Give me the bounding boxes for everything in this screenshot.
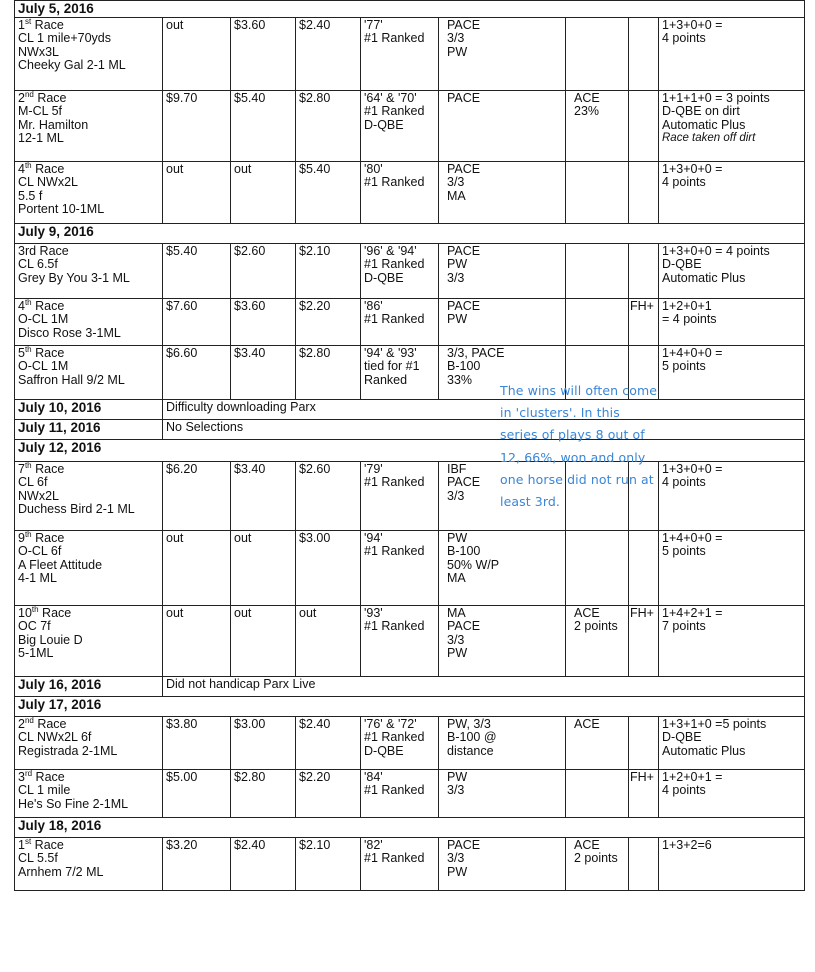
fh-cell	[629, 837, 659, 890]
win-payout: out	[163, 530, 231, 605]
place-payout: $3.40	[231, 461, 296, 530]
race-details: OC 7f Big Louie D 5-1ML	[18, 619, 83, 660]
date-header: July 16, 2016	[15, 676, 163, 696]
rank-cell: '64' & '70' #1 Ranked D-QBE	[361, 90, 439, 161]
factors-cell: PACE 3/3 PW	[439, 837, 566, 890]
race-details: CL 6.5f Grey By You 3-1 ML	[18, 257, 130, 285]
points-text: 1+2+0+1 = 4 points	[662, 298, 717, 326]
ace-cell	[566, 243, 629, 298]
race-word: Race	[31, 530, 65, 545]
points-note: Race taken off dirt	[662, 132, 756, 144]
points-cell	[659, 90, 805, 161]
rank-cell: '82' #1 Ranked	[361, 837, 439, 890]
show-payout: $2.40	[296, 17, 361, 90]
race-word: Race	[31, 298, 65, 313]
show-payout: $2.10	[296, 243, 361, 298]
race-number: 7	[18, 461, 25, 476]
race-cell	[15, 716, 163, 769]
rank-cell: '84' #1 Ranked	[361, 769, 439, 817]
race-details: CL 5.5f Arnhem 7/2 ML	[18, 851, 104, 879]
win-payout: out	[163, 605, 231, 676]
points-cell	[659, 161, 805, 223]
date-remark-row	[15, 419, 805, 439]
race-row	[15, 90, 805, 161]
win-payout: $6.60	[163, 345, 231, 399]
race-cell	[15, 298, 163, 345]
date-header-row	[15, 696, 805, 716]
factors-cell: PACE PW	[439, 298, 566, 345]
race-number: 1	[18, 837, 25, 852]
race-ordinal: nd	[24, 716, 34, 725]
race-details: CL 6f NWx2L Duchess Bird 2-1 ML	[18, 475, 135, 516]
factors-cell: MA PACE 3/3 PW	[439, 605, 566, 676]
ace-cell	[566, 298, 629, 345]
win-payout: $3.80	[163, 716, 231, 769]
race-cell	[15, 345, 163, 399]
ace-cell: ACE 2 points	[566, 837, 629, 890]
win-payout: $7.60	[163, 298, 231, 345]
race-row	[15, 716, 805, 769]
win-payout: out	[163, 17, 231, 90]
ace-cell	[566, 530, 629, 605]
race-word: Race	[31, 345, 65, 360]
points-cell	[659, 769, 805, 817]
race-details: O-CL 6f A Fleet Attitude 4-1 ML	[18, 544, 103, 585]
race-word: Race	[31, 161, 65, 176]
rank-cell: '96' & '94' #1 Ranked D-QBE	[361, 243, 439, 298]
points-cell	[659, 837, 805, 890]
win-payout: $5.00	[163, 769, 231, 817]
place-payout: $5.40	[231, 90, 296, 161]
date-remark: Difficulty downloading Parx	[163, 399, 805, 419]
show-payout: $3.00	[296, 530, 361, 605]
race-number: 10	[18, 605, 32, 620]
date-header-row	[15, 439, 805, 461]
factors-cell: 3/3, PACE B-100 33%	[439, 345, 566, 399]
race-row	[15, 298, 805, 345]
points-cell	[659, 345, 805, 399]
factors-cell: PACE 3/3 PW	[439, 17, 566, 90]
race-ordinal: nd	[24, 90, 34, 99]
race-cell	[15, 769, 163, 817]
place-payout: out	[231, 605, 296, 676]
rank-cell: '77' #1 Ranked	[361, 17, 439, 90]
show-payout: $2.80	[296, 90, 361, 161]
date-remark-row	[15, 399, 805, 419]
place-payout: $2.60	[231, 243, 296, 298]
points-text: 1+3+1+0 =5 points D-QBE Automatic Plus	[662, 716, 767, 758]
race-word: Race	[31, 17, 64, 32]
race-word: Race	[33, 90, 67, 105]
rank-cell: '93' #1 Ranked	[361, 605, 439, 676]
points-text: 1+4+2+1 = 7 points	[662, 605, 723, 633]
points-text: 1+1+1+0 = 3 points D-QBE on dirt Automatic Plus	[662, 90, 770, 132]
win-payout: $5.40	[163, 243, 231, 298]
rank-cell: '86' #1 Ranked	[361, 298, 439, 345]
race-ordinal: th	[31, 605, 39, 614]
show-payout: $2.40	[296, 716, 361, 769]
race-word: Race	[33, 716, 67, 731]
place-payout: $2.40	[231, 837, 296, 890]
points-text: 1+3+0+0 = 4 points D-QBE Automatic Plus	[662, 243, 770, 285]
race-word: Race	[38, 605, 72, 620]
show-payout: $2.10	[296, 837, 361, 890]
date-header-row	[15, 817, 805, 837]
fh-cell: FH+	[629, 298, 659, 345]
handwritten-note: The wins will often come in 'clusters'. In this series of plays 8 out of 12, 66%, won and only one horse did not run at least 3rd.	[500, 383, 658, 510]
race-rows	[15, 1, 805, 891]
fh-cell: FH+	[629, 605, 659, 676]
ace-cell	[566, 769, 629, 817]
points-cell	[659, 605, 805, 676]
race-cell	[15, 530, 163, 605]
factors-cell: PW, 3/3 B-100 @ distance	[439, 716, 566, 769]
place-payout: $2.80	[231, 769, 296, 817]
date-remark-row	[15, 676, 805, 696]
race-ordinal: st	[24, 17, 32, 26]
race-word: Race	[31, 461, 65, 476]
race-details: CL 1 mile+70yds NWx3L Cheeky Gal 2-1 ML	[18, 31, 126, 72]
place-payout: $3.00	[231, 716, 296, 769]
win-payout: $3.20	[163, 837, 231, 890]
points-text: 1+2+0+1 = 4 points	[662, 769, 723, 797]
show-payout: $2.60	[296, 461, 361, 530]
factors-cell: IBF PACE 3/3	[439, 461, 566, 530]
race-row	[15, 837, 805, 890]
fh-cell: FH+	[629, 769, 659, 817]
race-number: 3	[18, 769, 25, 784]
ace-cell: ACE	[566, 716, 629, 769]
show-payout: $5.40	[296, 161, 361, 223]
place-payout: $3.60	[231, 298, 296, 345]
race-row	[15, 605, 805, 676]
place-payout: $3.40	[231, 345, 296, 399]
points-cell	[659, 298, 805, 345]
race-word: Race	[31, 837, 64, 852]
race-number: 9	[18, 530, 25, 545]
race-word: 3rd Race	[18, 243, 69, 258]
race-cell	[15, 605, 163, 676]
ace-cell: ACE 23%	[566, 90, 629, 161]
factors-cell: PW 3/3	[439, 769, 566, 817]
date-header: July 11, 2016	[15, 419, 163, 439]
rank-cell: '79' #1 Ranked	[361, 461, 439, 530]
race-details: CL NWx2L 5.5 f Portent 10-1ML	[18, 175, 105, 216]
date-header: July 12, 2016	[15, 439, 805, 461]
place-payout: $3.60	[231, 17, 296, 90]
rank-cell: '94' & '93' tied for #1 Ranked	[361, 345, 439, 399]
race-cell	[15, 17, 163, 90]
race-results-table	[14, 0, 805, 891]
ace-cell	[566, 17, 629, 90]
win-payout: out	[163, 161, 231, 223]
rank-cell: '94' #1 Ranked	[361, 530, 439, 605]
race-ordinal: th	[24, 345, 32, 354]
show-payout: $2.20	[296, 298, 361, 345]
points-text: 1+3+0+0 = 4 points	[662, 461, 723, 489]
race-number: 5	[18, 345, 25, 360]
fh-cell	[629, 90, 659, 161]
race-cell	[15, 461, 163, 530]
date-remark: No Selections	[163, 419, 805, 439]
date-header: July 18, 2016	[15, 817, 805, 837]
factors-cell: PACE 3/3 MA	[439, 161, 566, 223]
date-header-row	[15, 1, 805, 18]
race-details: CL 1 mile He's So Fine 2-1ML	[18, 783, 129, 811]
date-header: July 17, 2016	[15, 696, 805, 716]
points-cell	[659, 461, 805, 530]
race-details: CL NWx2L 6f Registrada 2-1ML	[18, 730, 118, 758]
points-cell	[659, 243, 805, 298]
race-word: Race	[32, 769, 65, 784]
race-row	[15, 769, 805, 817]
race-cell	[15, 243, 163, 298]
points-text: 1+3+2=6	[662, 837, 712, 852]
points-text: 1+3+0+0 = 4 points	[662, 161, 723, 189]
points-cell	[659, 17, 805, 90]
race-row	[15, 345, 805, 399]
race-details: O-CL 1M Disco Rose 3-1ML	[18, 312, 121, 340]
points-cell	[659, 716, 805, 769]
rank-cell: '76' & '72' #1 Ranked D-QBE	[361, 716, 439, 769]
show-payout: out	[296, 605, 361, 676]
race-ordinal: th	[24, 161, 32, 170]
factors-cell: PACE PW 3/3	[439, 243, 566, 298]
ace-cell: ACE 2 points	[566, 605, 629, 676]
race-details: O-CL 1M Saffron Hall 9/2 ML	[18, 359, 125, 387]
race-ordinal: th	[24, 298, 32, 307]
race-number: 1	[18, 17, 25, 32]
fh-cell	[629, 17, 659, 90]
race-row	[15, 461, 805, 530]
race-cell	[15, 161, 163, 223]
race-number: 2	[18, 716, 25, 731]
race-number: 2	[18, 90, 25, 105]
race-ordinal: th	[24, 461, 32, 470]
show-payout: $2.80	[296, 345, 361, 399]
fh-cell	[629, 530, 659, 605]
win-payout: $9.70	[163, 90, 231, 161]
fh-cell	[629, 716, 659, 769]
race-cell	[15, 90, 163, 161]
points-cell	[659, 530, 805, 605]
date-header: July 10, 2016	[15, 399, 163, 419]
ace-cell	[566, 161, 629, 223]
points-text: 1+4+0+0 = 5 points	[662, 345, 723, 373]
factors-cell: PACE	[439, 90, 566, 161]
date-header-row	[15, 223, 805, 243]
date-header: July 5, 2016	[15, 1, 805, 18]
fh-cell	[629, 243, 659, 298]
win-payout: $6.20	[163, 461, 231, 530]
race-cell	[15, 837, 163, 890]
race-row	[15, 243, 805, 298]
race-row	[15, 17, 805, 90]
race-row	[15, 530, 805, 605]
date-remark: Did not handicap Parx Live	[163, 676, 805, 696]
factors-cell: PW B-100 50% W/P MA	[439, 530, 566, 605]
points-text: 1+3+0+0 = 4 points	[662, 17, 723, 45]
points-text: 1+4+0+0 = 5 points	[662, 530, 723, 558]
race-ordinal: th	[24, 530, 32, 539]
rank-cell: '80' #1 Ranked	[361, 161, 439, 223]
place-payout: out	[231, 161, 296, 223]
place-payout: out	[231, 530, 296, 605]
race-number: 4	[18, 161, 25, 176]
race-details: M-CL 5f Mr. Hamilton 12-1 ML	[18, 104, 89, 145]
show-payout: $2.20	[296, 769, 361, 817]
date-header: July 9, 2016	[15, 223, 805, 243]
race-row	[15, 161, 805, 223]
race-ordinal: rd	[24, 769, 33, 778]
race-number: 4	[18, 298, 25, 313]
fh-cell	[629, 161, 659, 223]
race-ordinal: st	[24, 837, 32, 846]
